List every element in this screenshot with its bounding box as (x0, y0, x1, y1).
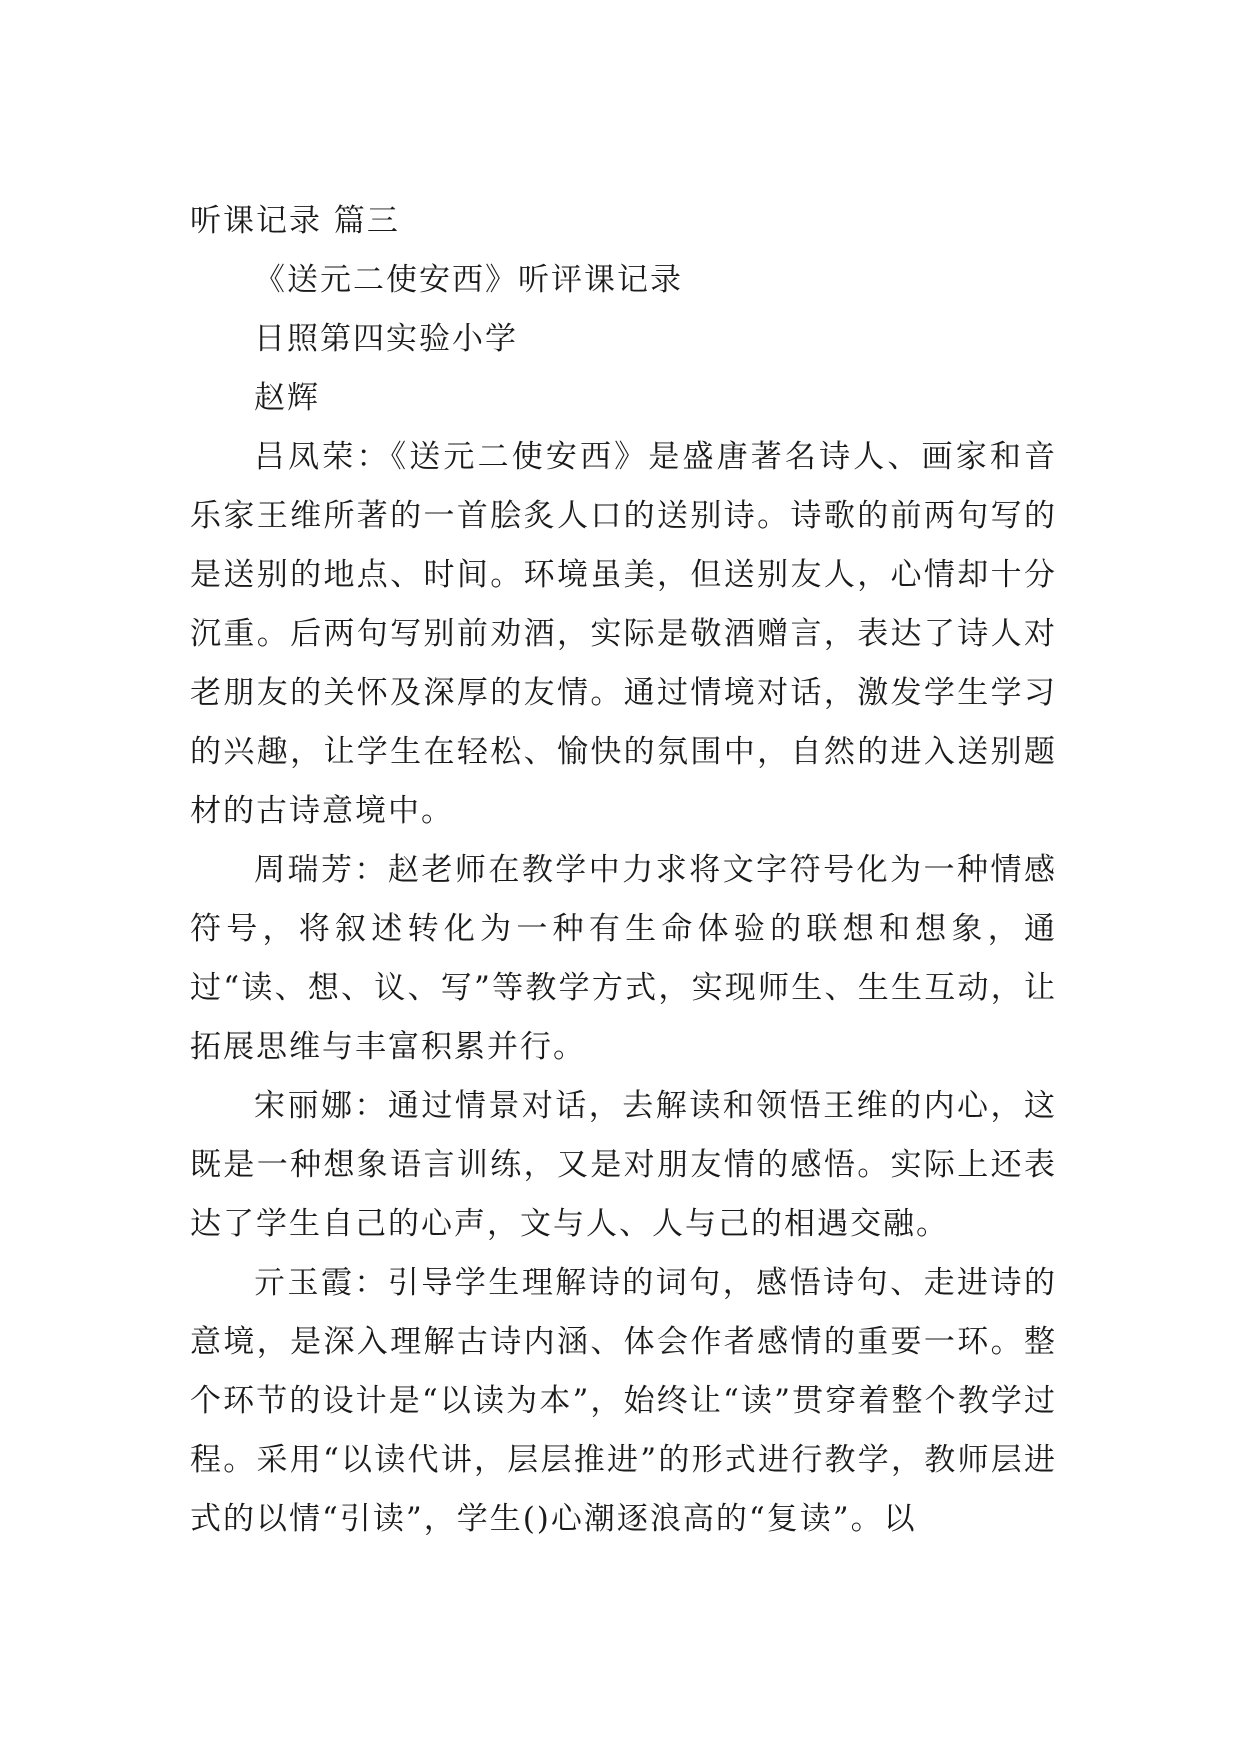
comment-paragraph-1: 吕凤荣：《送元二使安西》是盛唐著名诗人、画家和音乐家王维所著的一首脍炙人口的送别诗。诗歌的前两句写的是送别的地点、时间。环境虽美，但送别友人，心情却十分沉重。后两句写别前劝酒，实际是敬酒赠言，表达了诗人对老朋友的关怀及深厚的友情。通过情境对话，激发学生学习的兴趣，让学生在轻松、愉快的氛围中，自然的进入送别题材的古诗意境中。 (190, 439, 1057, 829)
lesson-title: 《送元二使安西》听评课记录 (254, 262, 683, 298)
document-page (190, 192, 1057, 1549)
comment-paragraph-3: 宋丽娜：通过情景对话，去解读和领悟王维的内心，这既是一种想象语言训练，又是对朋友情的感悟。实际上还表达了学生自己的心声，文与人、人与己的相遇交融。 (190, 1088, 1057, 1242)
comment-paragraph-2: 周瑞芳：赵老师在教学中力求将文字符号化为一种情感符号，将叙述转化为一种有生命体验的联想和想象，通过“读、想、议、写”等教学方式，实现师生、生生互动，让拓展思维与丰富积累并行。 (190, 852, 1057, 1065)
section-heading: 听课记录 篇三 (190, 203, 400, 239)
author-name: 赵辉 (254, 380, 320, 416)
comment-paragraph-4: 亓玉霞：引导学生理解诗的词句，感悟诗句、走进诗的意境，是深入理解古诗内涵、体会作者感情的重要一环。整个环节的设计是“以读为本”，始终让“读”贯穿着整个教学过程。采用“以读代讲，层层推进”的形式进行教学，教师层进式的以情“引读”，学生()心潮逐浪高的“复读”。以 (190, 1265, 1057, 1537)
school-name: 日照第四实验小学 (254, 321, 518, 357)
